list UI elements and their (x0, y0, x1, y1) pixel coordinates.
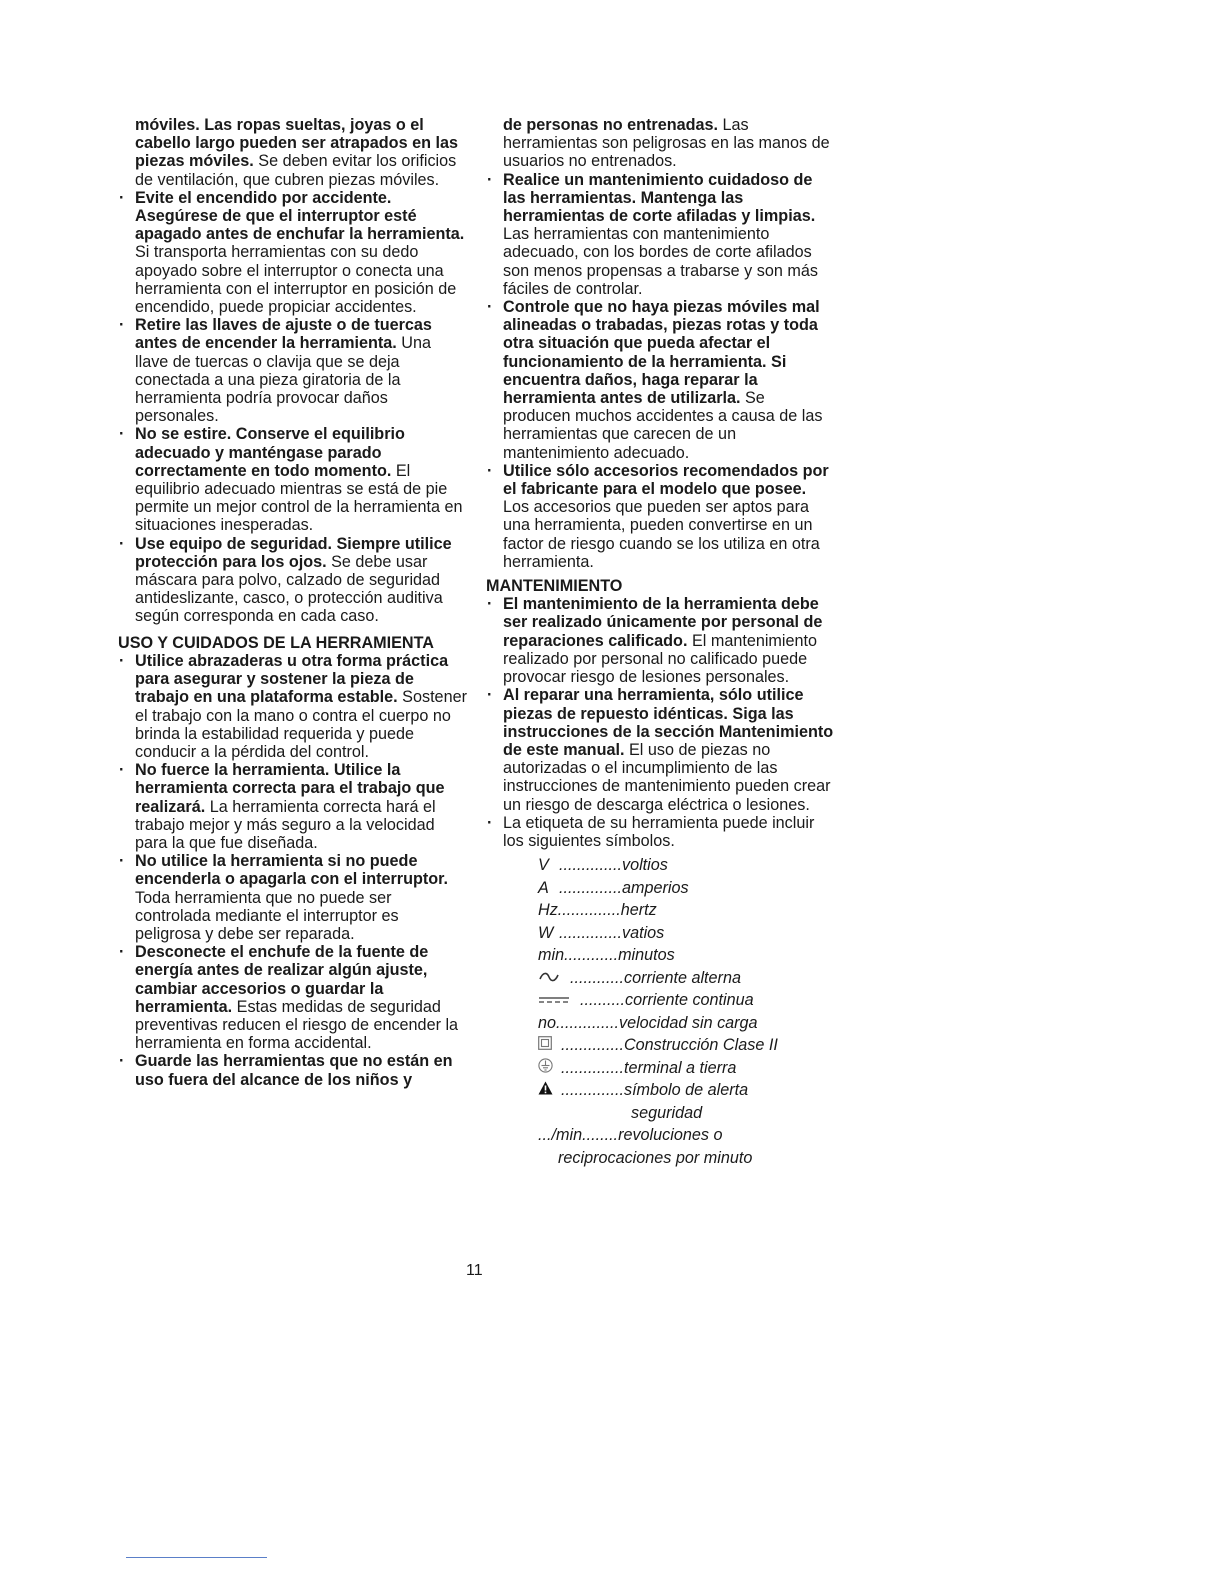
class-ii-icon (538, 1036, 561, 1054)
symbol-row (538, 922, 836, 945)
symbol-label: W (538, 923, 554, 942)
bullet-item (118, 316, 468, 425)
bullet-marker: · (119, 761, 125, 780)
bullet-item (118, 852, 468, 943)
bullet-bold-text: Utilice abrazaderas u otra forma práctica para asegurar y sostener la pieza de trabajo en una plataforma estable. (135, 651, 449, 707)
symbol-meaning: revoluciones o (618, 1126, 723, 1145)
intro-bold-text: de personas no entrenadas. (503, 116, 718, 134)
bullet-item (118, 652, 468, 761)
symbol-meaning: corriente alterna (623, 968, 741, 987)
bullet-text: Si transporta herramientas con su dedo apoyado sobre el interruptor o conecta una herramienta con el interruptor en posición de encendido, puede propiciar accidentes. (135, 243, 457, 317)
ground-icon (538, 1058, 561, 1077)
bullet-item (486, 298, 836, 462)
symbol-label: min (538, 946, 565, 965)
symbol-row (538, 989, 836, 1012)
symbol-list (538, 854, 836, 1169)
bullet-bold-text: Controle que no haya piezas móviles mal alineadas o trabadas, piezas rotas y toda otra situación que pueda afectar el funcionamiento de la herramienta. Si encuentra daños, haga reparar la herramienta antes de utilizarla. (503, 298, 820, 408)
symbol-label: V (538, 856, 549, 875)
bullet-bold-text: Use equipo de seguridad. Siempre utilice protección para los ojos. (135, 534, 452, 571)
symbol-row (538, 854, 836, 877)
intro-bold-text: móviles. Las ropas sueltas, joyas o el cabello largo pueden ser atrapados en las piezas móviles. (135, 116, 458, 171)
bullet-item (486, 171, 836, 298)
bullet-bold-text: No se estire. Conserve el equilibrio adecuado y manténgase parado correctamente en todo momento. (135, 425, 405, 480)
right-bullet-list-1 (486, 171, 836, 571)
symbol-dots: ............ (570, 968, 624, 987)
symbol-row (538, 1057, 836, 1080)
symbol-meaning: amperios (621, 878, 689, 897)
bullet-text: Los accesorios que pueden ser aptos para una herramienta, pueden convertirse en un factor de riesgo cuando se los utiliza en otra herramienta. (503, 498, 820, 571)
alert-icon (538, 1081, 561, 1099)
left-bullet-list-1 (118, 189, 468, 626)
bullet-marker: · (487, 813, 493, 832)
bullet-text: El equilibrio adecuado mientras se está de pie permite un mejor control de la herramienta en situaciones inesperadas. (135, 461, 463, 535)
right-intro (486, 116, 836, 171)
left-bullet-list-2 (118, 652, 468, 1089)
bullet-text: La herramienta correcta hará el trabajo mejor y más seguro a la velocidad para la que fue diseñada. (135, 797, 436, 852)
bullet-text: Estas medidas de seguridad preventivas reducen el riesgo de encender la herramienta en forma accidental. (135, 997, 459, 1053)
bullet-marker: · (119, 943, 125, 962)
bullet-text: Toda herramienta que no puede ser controlada mediante el interruptor es peligrosa y debe ser reparada. (135, 888, 399, 943)
bullet-marker: · (487, 686, 493, 705)
symbol-row (538, 944, 836, 967)
bullet-text: Una llave de tuercas o clavija que se deja conectada a una pieza giratoria de la herramienta podría provocar daños personales. (135, 334, 432, 426)
bullet-marker: · (119, 534, 125, 553)
symbol-dots: .............. (559, 923, 622, 942)
bullet-item (118, 943, 468, 1052)
bullet-marker: · (119, 425, 125, 444)
bullet-item (486, 814, 836, 850)
bullet-item (118, 189, 468, 316)
bullet-bold-text: El mantenimiento de la herramienta debe ser realizado únicamente por personal de reparaciones calificado. (503, 595, 823, 650)
bullet-bold-text: Realice un mantenimiento cuidadoso de las herramientas. Mantenga las herramientas de corte afiladas y limpias. (503, 170, 816, 226)
symbol-row (538, 1012, 836, 1035)
symbol-dots: .............. (559, 878, 622, 897)
bullet-text: El uso de piezas no autorizadas o el incumplimiento de las instrucciones de mantenimiento pueden crear un riesgo de descarga eléctrica o lesiones. (503, 740, 831, 814)
intro-text: Se deben evitar los orificios de ventilación, que cubren piezas móviles. (135, 152, 457, 189)
bullet-bold-text: Desconecte el enchufe de la fuente de energía antes de realizar algún ajuste, cambiar accesorios o guardar la herramienta. (135, 943, 429, 1016)
symbol-dots: .............. (559, 856, 622, 875)
bullet-text: Se debe usar máscara para polvo, calzado de seguridad antideslizante, casco, o protección auditiva según corresponda en cada caso. (135, 552, 443, 626)
symbol-label: no (538, 1013, 557, 1032)
symbol-label: A (538, 878, 549, 897)
bullet-marker: · (119, 651, 125, 670)
bullet-item (118, 1052, 468, 1088)
bullet-marker: · (119, 852, 125, 871)
symbol-row (538, 1034, 836, 1057)
bullet-bold-text: Guarde las herramientas que no están en uso fuera del alcance de los niños y (135, 1052, 453, 1089)
symbol-meaning: Construcción Clase II (623, 1036, 778, 1055)
bullet-text: El mantenimiento realizado por personal no calificado puede provocar riesgo de lesiones personales. (503, 631, 818, 687)
symbol-dots: .............. (557, 901, 621, 920)
bullet-item (486, 595, 836, 686)
intro-text: Las herramientas son peligrosas en las manos de usuarios no entrenados. (503, 116, 830, 171)
bullet-marker: · (119, 188, 125, 207)
bullet-text: Se producen muchos accidentes a causa de las herramientas que carecen de un mantenimiento adecuado. (503, 389, 823, 462)
left-column (118, 116, 468, 1089)
bullet-item (118, 425, 468, 534)
bullet-marker: · (487, 298, 493, 317)
bullet-text: Sostener el trabajo con la mano o contra el cuerpo no brinda la estabilidad requerida y puede conducir a la pérdida del control. (135, 688, 467, 761)
page-number: 11 (466, 1262, 483, 1279)
bullet-bold-text: Al reparar una herramienta, sólo utilice piezas de repuesto idénticas. Siga las instrucciones de la sección Mantenimiento de este manual. (503, 686, 834, 759)
symbol-meaning: corriente continua (624, 991, 754, 1010)
symbol-meaning-continued: seguridad (631, 1103, 703, 1122)
bullet-marker: · (487, 461, 493, 480)
bullet-bold-text: No fuerce la herramienta. Utilice la herramienta correcta para el trabajo que realizará. (135, 761, 445, 816)
symbol-label: .../min (538, 1126, 583, 1145)
symbol-row (538, 967, 836, 990)
symbol-dots: .............. (561, 1036, 624, 1055)
symbol-row (538, 899, 836, 922)
symbol-meaning: hertz (620, 901, 657, 920)
symbol-label: Hz (538, 901, 558, 920)
symbol-meaning: vatios (621, 923, 665, 942)
bullet-bold-text: Evite el encendido por accidente. Asegúrese de que el interruptor esté apagado antes de enchufar la herramienta. (135, 188, 465, 244)
symbol-dots: ........ (582, 1126, 619, 1145)
bullet-item (118, 535, 468, 626)
symbol-dots: .......... (580, 991, 625, 1010)
bullet-marker: · (487, 170, 493, 189)
section-heading-uso: USO Y CUIDADOS DE LA HERRAMIENTA (118, 633, 434, 652)
right-column (486, 116, 836, 1169)
bullet-item (486, 462, 836, 571)
symbol-dots: .............. (561, 1058, 624, 1077)
symbol-row (538, 1124, 836, 1147)
ac-icon (538, 969, 570, 987)
symbol-row (538, 1079, 836, 1102)
section-heading-mantenimiento: MANTENIMIENTO (486, 577, 623, 596)
right-bullet-list-2 (486, 595, 836, 850)
bullet-marker: · (487, 595, 493, 614)
symbol-dots: .............. (556, 1013, 619, 1032)
dc-icon (538, 991, 580, 1009)
symbol-meaning: terminal a tierra (623, 1058, 737, 1077)
left-intro (118, 116, 468, 189)
bullet-marker: · (119, 316, 125, 335)
bullet-bold-text: No utilice la herramienta si no puede encenderla o apagarla con el interruptor. (135, 852, 449, 889)
bullet-item (118, 761, 468, 852)
symbol-dots: .............. (561, 1081, 624, 1100)
bullet-marker: · (119, 1052, 125, 1071)
symbol-meaning: voltios (621, 856, 668, 875)
symbol-meaning: minutos (618, 946, 675, 965)
bullet-bold-text: Utilice sólo accesorios recomendados por el fabricante para el modelo que posee. (503, 461, 829, 499)
symbol-meaning: símbolo de alerta (623, 1081, 749, 1100)
bullet-text: La etiqueta de su herramienta puede incluir los siguientes símbolos. (503, 813, 815, 850)
bullet-text: Las herramientas con mantenimiento adecuado, con los bordes de corte afilados son menos propensas a trabarse y son más fáciles de controlar. (503, 225, 818, 298)
symbol-dots: ............ (564, 946, 619, 965)
symbol-row (538, 877, 836, 900)
footer-rule (126, 1557, 267, 1558)
bullet-bold-text: Retire las llaves de ajuste o de tuercas antes de encender la herramienta. (135, 316, 432, 353)
symbol-meaning-continued: reciprocaciones por minuto (558, 1148, 753, 1167)
bullet-item (486, 686, 836, 813)
symbol-meaning: velocidad sin carga (618, 1013, 758, 1032)
